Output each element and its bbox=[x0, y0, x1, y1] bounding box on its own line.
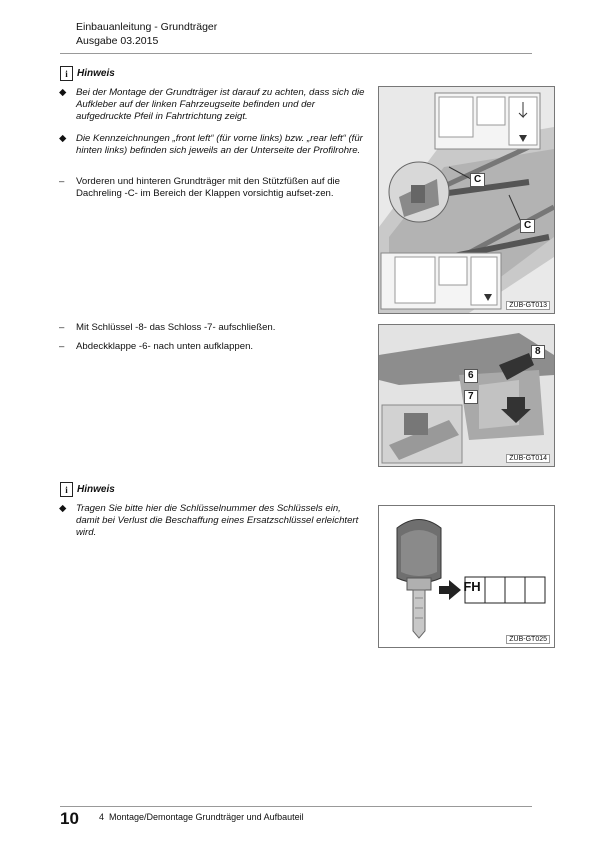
document-title: Einbauanleitung - Grundträger bbox=[76, 21, 218, 33]
dash-marker: – bbox=[59, 176, 65, 187]
figure-id: ZUB-GT025 bbox=[506, 635, 550, 644]
header-rule bbox=[60, 53, 532, 54]
callout-c: C bbox=[470, 173, 485, 187]
figure-id: ZUB-GT013 bbox=[506, 301, 550, 310]
figure-lock-key bbox=[378, 324, 555, 467]
note-label: Hinweis bbox=[77, 484, 115, 495]
info-icon: i bbox=[60, 66, 73, 81]
bullet-icon: ◆ bbox=[59, 503, 67, 514]
figure-key-number bbox=[378, 505, 555, 648]
note-item bbox=[59, 133, 366, 157]
callout-c: C bbox=[520, 219, 535, 233]
note-text: Tragen Sie bitte hier die Schlüsselnummer des Schlüssels ein, damit bei Verlust die Beschaffung eines Ersatzschlüssel erleichtert wird. bbox=[76, 503, 359, 539]
document-edition: Ausgabe 03.2015 bbox=[76, 35, 159, 47]
info-icon: i bbox=[60, 482, 73, 497]
step-item bbox=[59, 341, 366, 353]
footer-rule bbox=[60, 806, 532, 807]
note-item bbox=[59, 87, 366, 124]
note-label: Hinweis bbox=[77, 68, 115, 79]
note-text: Die Kennzeichnungen „front left“ (für vorne links) bzw. „rear left“ (für hinten links) befinden sich jeweils an der Unterseite der Profilrohre. bbox=[76, 133, 363, 157]
step-item bbox=[59, 176, 366, 200]
dash-marker: – bbox=[59, 322, 65, 333]
roof-illustration bbox=[379, 87, 554, 313]
note-item bbox=[59, 503, 366, 540]
key-illustration bbox=[379, 506, 554, 647]
note-heading bbox=[60, 66, 115, 81]
dash-marker: – bbox=[59, 341, 65, 352]
figure-roof-rails bbox=[378, 86, 555, 314]
step-item bbox=[59, 322, 366, 334]
bullet-icon: ◆ bbox=[59, 87, 67, 98]
figure-id: ZUB-GT014 bbox=[506, 454, 550, 463]
bullet-icon: ◆ bbox=[59, 133, 67, 144]
step-text: Vorderen und hinteren Grundträger mit den Stützfüßen auf die Dachreling -C- im Bereich der Klappen vorsichtig aufset-zen. bbox=[76, 176, 340, 200]
callout-8: 8 bbox=[531, 345, 545, 359]
step-text: Abdeckklappe -6- nach unten aufklappen. bbox=[76, 341, 254, 352]
callout-7: 7 bbox=[464, 390, 478, 404]
callout-6: 6 bbox=[464, 369, 478, 383]
key-prefix: FH bbox=[463, 579, 481, 594]
section-title: 4 Montage/Demontage Grundträger und Aufbauteil bbox=[99, 812, 304, 822]
step-text: Mit Schlüssel -8- das Schloss -7- aufschließen. bbox=[76, 322, 276, 333]
page-number: 10 bbox=[60, 809, 79, 828]
note-text: Bei der Montage der Grundträger ist darauf zu achten, dass sich die Aufkleber auf der linken Fahrzeugseite befinden und der aufgedruckte Pfeil in Fahrtrichtung zeigt. bbox=[76, 87, 365, 123]
note-heading bbox=[60, 482, 115, 497]
